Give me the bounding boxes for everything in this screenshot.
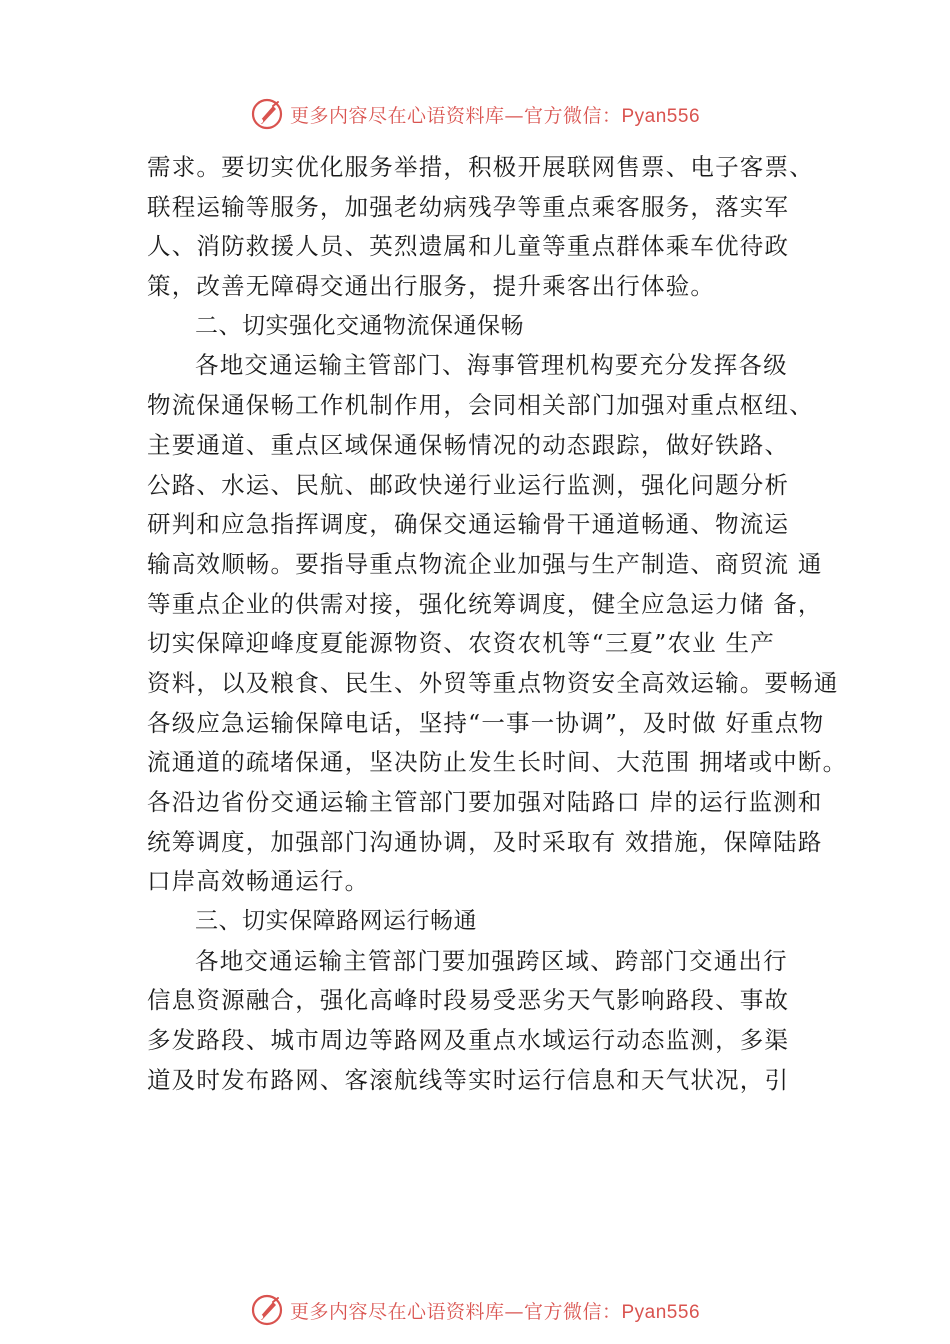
- body-line: 口岸高效畅通运行。: [147, 867, 370, 896]
- body-line: 统筹调度，加强部门沟通协调，及时采取有 效措施，保障陆路: [147, 827, 823, 856]
- document-body: [147, 148, 848, 1101]
- watermark-text: 更多内容尽在心语资料库—官方微信：Pyan556: [289, 104, 701, 127]
- body-line: 流通道的疏堵保通，坚决防止发生长时间、大范围 拥堵或中断。: [147, 748, 848, 777]
- body-line: 公路、水运、民航、邮政快递行业运行监测，强化问题分析: [147, 470, 790, 499]
- body-line: 各级应急运输保障电话，坚持“一事一协调”，及时做 好重点物: [147, 708, 825, 737]
- section-heading-2: 二、切实强化交通物流保通保畅: [195, 312, 524, 339]
- quill-pen-logo-icon: [250, 1293, 284, 1327]
- body-line: 策，改善无障碍交通出行服务，提升乘客出行体验。: [147, 272, 716, 301]
- body-line: 需求。要切实优化服务举措，积极开展联网售票、电子客票、: [147, 153, 814, 181]
- header-watermark: [0, 94, 950, 134]
- body-line: 等重点企业的供需对接，强化统筹调度，健全应急运力储 备，: [147, 589, 823, 618]
- body-line: 主要通道、重点区域保通保畅情况的动态跟踪，做好铁路、: [147, 430, 790, 459]
- body-line: 道及时发布路网、客滚航线等实时运行信息和天气状况，引: [147, 1065, 790, 1094]
- paragraph-start: 各地交通运输主管部门、海事管理机构要充分发挥各级: [195, 351, 788, 380]
- paragraph-start: 各地交通运输主管部门要加强跨区域、跨部门交通出行: [195, 946, 788, 975]
- body-line: 研判和应急指挥调度，确保交通运输骨干通道畅通、物流运: [147, 510, 790, 539]
- body-line: 物流保通保畅工作机制作用，会同相关部门加强对重点枢纽、: [147, 391, 814, 420]
- body-line: 资料，以及粮食、民生、外贸等重点物资安全高效运输。要畅通: [147, 668, 839, 697]
- section-heading-3: 三、切实保障路网运行畅通: [195, 908, 477, 935]
- footer-watermark: [0, 1290, 950, 1330]
- wechat-id: Pyan556: [621, 1301, 701, 1323]
- body-line: 信息资源融合，强化高峰时段易受恶劣天气影响路段、事故: [147, 986, 790, 1015]
- body-line: 各沿边省份交通运输主管部门要加强对陆路口 岸的运行监测和: [147, 788, 823, 816]
- body-line: 多发路段、城市周边等路网及重点水域运行动态监测，多渠: [147, 1026, 790, 1055]
- body-line: 切实保障迎峰度夏能源物资、农资农机等“三夏”农业 生产: [147, 629, 775, 658]
- body-line: 人、消防救援人员、英烈遗属和儿童等重点群体乘车优待政: [147, 232, 790, 261]
- watermark-text: 更多内容尽在心语资料库—官方微信：Pyan556: [289, 1300, 701, 1323]
- body-line: 输高效顺畅。要指导重点物流企业加强与生产制造、商贸流 通: [147, 549, 823, 578]
- body-line: 联程运输等服务，加强老幼病残孕等重点乘客服务，落实军: [147, 192, 790, 221]
- wechat-id: Pyan556: [621, 105, 701, 127]
- quill-pen-logo-icon: [250, 97, 284, 131]
